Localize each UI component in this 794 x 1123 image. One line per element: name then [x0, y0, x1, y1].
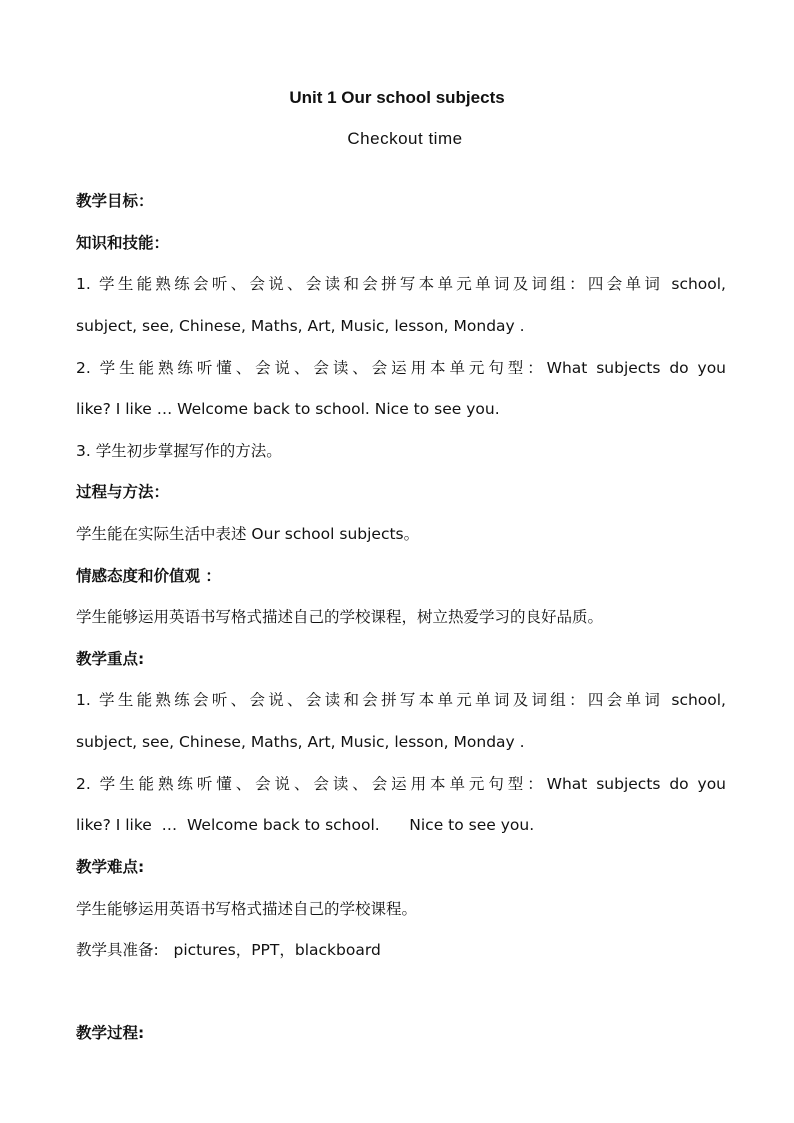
heading-attitude-values: 情感态度和价值观 ：	[76, 567, 221, 585]
paragraph-line: 学生能够运用英语书写格式描述自己的学校课程，树立热爱学习的良好品质。	[76, 608, 604, 626]
paragraph-line: 学生能在实际生活中表述 Our school subjects。	[76, 525, 420, 543]
document-title: Unit 1 Our school subjects	[289, 88, 505, 107]
paragraph-line: 3. 学生初步掌握写作的方法。	[76, 442, 282, 460]
heading-process-method: 过程与方法：	[76, 483, 170, 501]
paragraph-line: 1. 学生能熟练会听、会说、会读和会拼写本单元单词及词组：四会单词 school,	[76, 691, 726, 709]
heading-teaching-process: 教学过程:	[76, 1024, 145, 1042]
paragraph-line: 2. 学生能熟练听懂、会说、会读、会运用本单元句型：What subjects do you	[76, 775, 726, 793]
paragraph-line: subject, see, Chinese, Maths, Art, Music, lesson, Monday .	[76, 317, 525, 335]
heading-teaching-objectives: 教学目标：	[76, 192, 154, 210]
document-subtitle: Checkout time	[347, 129, 463, 148]
heading-teaching-difficulty: 教学难点:	[76, 858, 145, 876]
paragraph-line: like? I like … Welcome back to school. Nice to see you.	[76, 816, 535, 834]
teaching-aids-line: 教学具准备: pictures，PPT，blackboard	[76, 941, 381, 959]
paragraph-line: 1. 学生能熟练会听、会说、会读和会拼写本单元单词及词组：四会单词 school,	[76, 275, 726, 293]
heading-knowledge-skills: 知识和技能：	[76, 234, 170, 252]
paragraph-line: 2. 学生能熟练听懂、会说、会读、会运用本单元句型：What subjects do you	[76, 359, 726, 377]
paragraph-line: subject, see, Chinese, Maths, Art, Music, lesson, Monday .	[76, 733, 525, 751]
paragraph-line: 学生能够运用英语书写格式描述自己的学校课程。	[76, 900, 418, 918]
paragraph-line: like? I like … Welcome back to school. Nice to see you.	[76, 400, 500, 418]
heading-teaching-focus: 教学重点:	[76, 650, 145, 668]
